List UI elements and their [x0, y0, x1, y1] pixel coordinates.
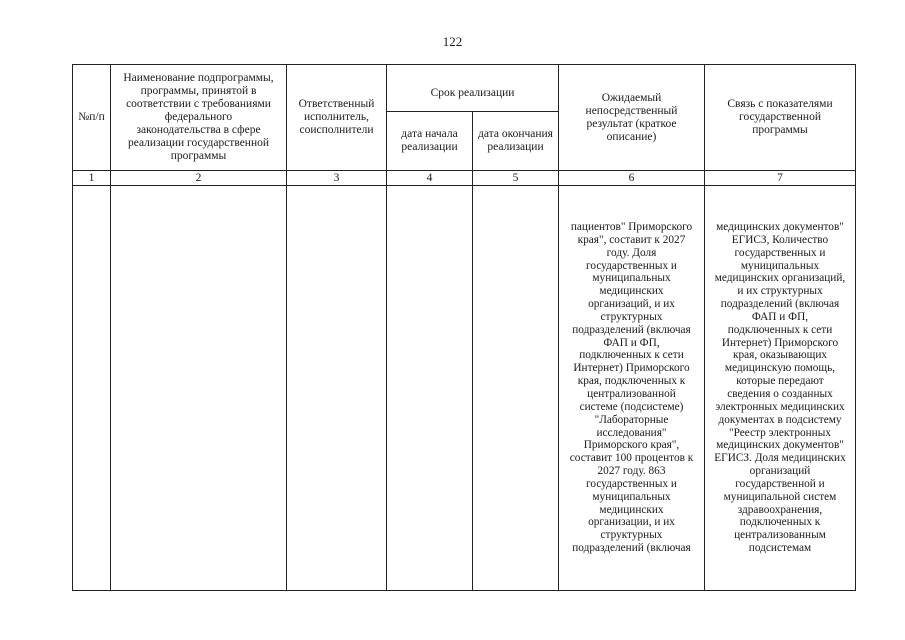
- column-number: 2: [111, 171, 287, 186]
- header-indicator-link: Связь с показателями государственной программы: [705, 65, 856, 171]
- table-row: [73, 186, 856, 591]
- column-number: 7: [705, 171, 856, 186]
- header-end-date: дата окончания реализации: [473, 112, 559, 171]
- cell-start-date: [387, 186, 473, 591]
- column-number: 5: [473, 171, 559, 186]
- cell-indicator-link: [705, 186, 856, 591]
- header-start-date: дата начала реализации: [387, 112, 473, 171]
- column-number: 6: [559, 171, 705, 186]
- column-number: 3: [287, 171, 387, 186]
- cell-expected-result: [559, 186, 705, 591]
- page-number: 122: [442, 34, 463, 49]
- cell-executor: [287, 186, 387, 591]
- cell-end-date: [473, 186, 559, 591]
- header-term-group: Срок реализации: [387, 65, 559, 112]
- indicator-link-text: медицинских документов" ЕГИСЗ, Количество государственных и муниципальных медицинских организаций, и их структурных подразделений (включая ФАП и ФП, подключенных к сети Интернет) Приморского края, оказывающих медицинскую помощь, которые передают сведения о созданных электронных медицинских документах в подсистему "Реестр электронных медицинских документов" ЕГИСЗ. Доля медицинских организаций государственной и муниципальной систем здравоохранения, подключенных к централизованным подсистемам: [714, 221, 846, 555]
- cell-subprogram-name: [111, 186, 287, 591]
- column-number: 1: [73, 171, 111, 186]
- header-subprogram-name: Наименование подпрограммы, программы, принятой в соответствии с требованиями федерального законодательства в сфере реализации государственной программы: [111, 65, 287, 171]
- cell-row-number: [73, 186, 111, 591]
- program-table: [72, 64, 856, 591]
- column-number: 4: [387, 171, 473, 186]
- header-expected-result: Ожидаемый непосредственный результат (краткое описание): [559, 65, 705, 171]
- header-row-number: №п/п: [73, 65, 111, 171]
- expected-result-text: пациентов" Приморского края", составит к 2027 году. Доля государственных и муниципальных медицинских организаций, и их структурных подразделений (включая ФАП и ФП, подключенных к сети Интернет) Приморского края, подключенных к централизованной системе (подсистеме) "Лабораторные исследования" Приморского края", составит 100 процентов к 2027 году. 863 государственных и муниципальных медицинских организации, и их структурных подразделений (включая: [569, 221, 694, 555]
- header-executor: Ответственный исполнитель, соисполнители: [287, 65, 387, 171]
